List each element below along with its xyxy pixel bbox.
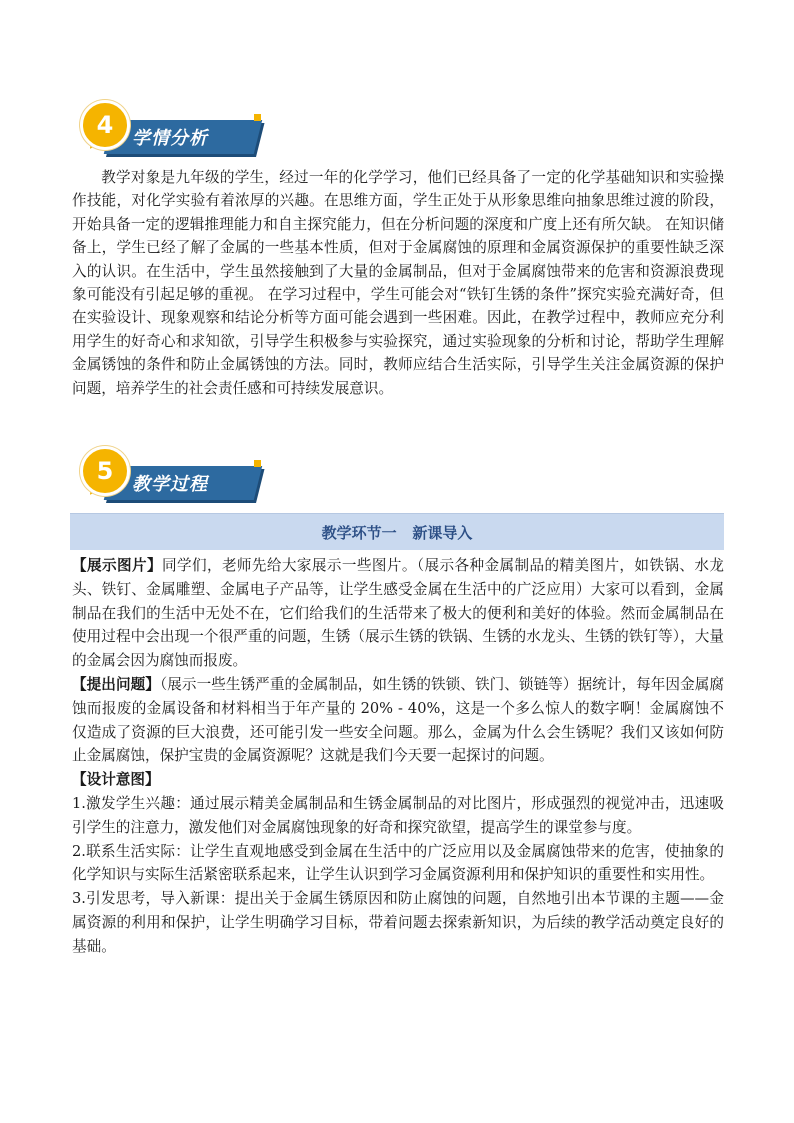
accent-square	[254, 114, 261, 121]
design-intent-item: 1.激发学生兴趣：通过展示精美金属制品和生锈金属制品的对比图片，形成强烈的视觉冲击，迅速吸引学生的注意力，激发他们对金属腐蚀现象的好奇和探究欲望，提高学生的课堂参与度。	[72, 794, 724, 836]
section-4-number-badge: 4	[80, 100, 130, 150]
show-pictures-label: 【展示图片】	[72, 557, 162, 574]
section-5-header	[80, 446, 270, 516]
show-pictures-text: 同学们，老师先给大家展示一些图片。（展示各种金属制品的精美图片，如铁锅、水龙头、铁钉、金属雕塑、金属电子产品等，让学生感受金属在生活中的广泛应用）大家可以看到，金属制品在我们的生活中无处不在，它们给我们的生活带来了极大的便利和美好的体验。然而金属制品在使用过程中会出现一个很严重的问题，生锈（展示生锈的铁锅、生锈的水龙头、生锈的铁钉等），大量的金属会因为腐蚀而报废。	[72, 557, 724, 670]
design-intent-item: 2.联系生活实际：让学生直观地感受到金属在生活中的广泛应用以及金属腐蚀带来的危害，使抽象的化学知识与实际生活紧密联系起来，让学生认识到学习金属资源利用和保护知识的重要性和实用性。	[72, 842, 724, 884]
teaching-step-title: 教学环节一 新课导入	[321, 524, 473, 542]
raise-question-text: （展示一些生锈严重的金属制品，如生锈的铁锁、铁门、锁链等）据统计，每年因金属腐蚀而报废的金属设备和材料相当于年产量的 20% - 40%，这是一个多么惊人的数字啊！金属腐蚀不仅造成了资源的巨大浪费，还可能引发一些安全问题。那么，金属为什么会生锈呢？我们又该如何防止金属腐蚀，保护宝贵的金属资源呢？这就是我们今天要一起探讨的问题。	[72, 675, 724, 765]
raise-question-paragraph	[72, 673, 724, 768]
section-4-header	[80, 100, 270, 170]
teaching-step-banner	[70, 513, 724, 550]
design-intent-label: 【设计意图】	[72, 771, 160, 789]
section-5-title: 教学过程	[132, 474, 208, 495]
section-5-number-badge: 5	[80, 446, 130, 496]
show-pictures-paragraph	[72, 554, 724, 673]
learner-analysis-paragraph: 教学对象是九年级的学生，经过一年的化学学习，他们已经具备了一定的化学基础知识和实验操作技能，对化学实验有着浓厚的兴趣。在思维方面，学生正处于从形象思维向抽象思维过渡的阶段，开始具备一定的逻辑推理能力和自主探究能力，但在分析问题的深度和广度上还有所欠缺。 在知识储备上，学生已经了解了金属的一些基本性质，但对于金属腐蚀的原理和金属资源保护的重要性缺乏深入的认识。在生活中，学生虽然接触到了大量的金属制品，但对于金属腐蚀带来的危害和资源浪费现象可能没有引起足够的重视。 在学习过程中，学生可能会对“铁钉生锈的条件”探究实验充满好奇，但在实验设计、现象观察和结论分析等方面可能会遇到一些困难。因此，在教学过程中，教师应充分利用学生的好奇心和求知欲，引导学生积极参与实验探究，通过实验现象的分析和讨论，帮助学生理解金属锈蚀的条件和防止金属锈蚀的方法。同时，教师应结合生活实际，引导学生关注金属资源的保护问题，培养学生的社会责任感和可持续发展意识。	[72, 169, 724, 397]
accent-square	[254, 460, 261, 467]
section-4-title: 学情分析	[132, 128, 208, 149]
design-intent-item: 3.引发思考，导入新课：提出关于金属生锈原因和防止腐蚀的问题，自然地引出本节课的主题——金属资源的利用和保护，让学生明确学习目标，带着问题去探索新知识，为后续的教学活动奠定良好的基础。	[72, 890, 724, 955]
teaching-content	[72, 554, 724, 959]
raise-question-label: 【提出问题】	[72, 675, 160, 693]
